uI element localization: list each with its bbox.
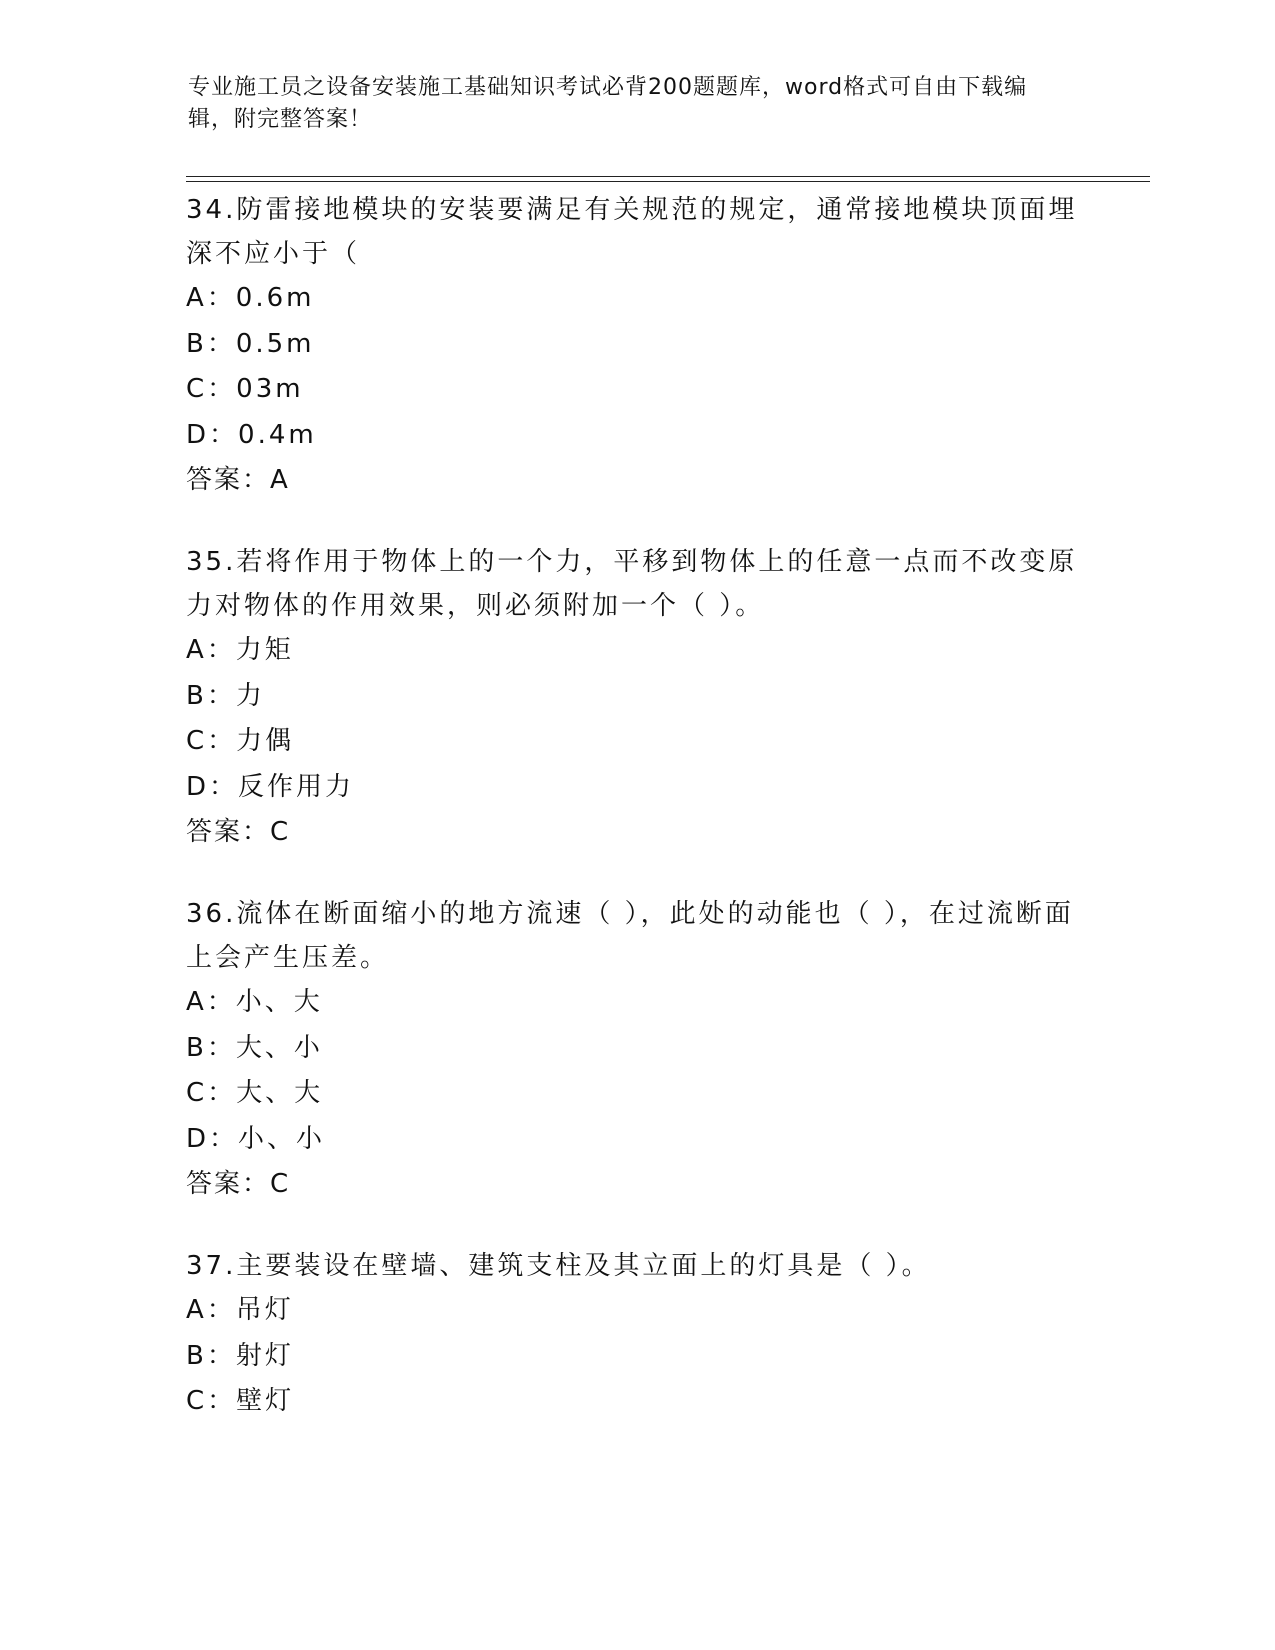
document-header: 专业施工员之设备安装施工基础知识考试必背200题题库，word格式可自由下载编辑，附完整答案！ [188,75,1028,132]
question-34 [186,188,1086,502]
answer-line [186,1162,1086,1206]
option-b: B：力 [186,680,265,711]
option-d: D：小、小 [186,1123,326,1154]
answer-value: A [270,465,289,495]
question-text: 35.若将作用于物体上的一个力，平移到物体上的任意一点而不改变原力对物体的作用效果，则必须附加一个（ ）。 [186,547,1078,621]
answer-value: C [270,817,290,847]
answer-label: 答案： [186,817,271,847]
option-a: A：力矩 [186,635,294,665]
question-text: 34.防雷接地模块的安装要满足有关规范的规定，通常接地模块顶面埋深不应小于（ [186,195,1078,269]
option-c: C：大、大 [186,1078,324,1108]
option-c: C：03m [186,374,304,404]
question-text: 36.流体在断面缩小的地方流速（ ），此处的动能也（ ），在过流断面上会产生压差。 [186,899,1074,973]
option-b: B：大、小 [186,1032,323,1063]
header-divider-bottom [186,181,1150,182]
answer-value: C [270,1169,290,1199]
option-c: C：壁灯 [186,1386,295,1416]
option-a: A：吊灯 [186,1295,294,1325]
option-a: A：小、大 [186,987,323,1017]
question-35 [186,540,1086,854]
question-list [186,188,1086,1463]
option-b: B：0.5m [186,328,315,359]
answer-line [186,810,1086,854]
option-b: B：射灯 [186,1340,294,1371]
option-c: C：力偶 [186,726,295,756]
option-d: D：0.4m [186,419,317,450]
answer-label: 答案： [186,1169,271,1199]
option-d: D：反作用力 [186,771,355,802]
header-divider-top [186,176,1150,177]
question-37 [186,1244,1086,1425]
answer-line [186,458,1086,502]
option-a: A：0.6m [186,283,315,313]
question-text: 37.主要装设在壁墙、建筑支柱及其立面上的灯具是（ ）。 [186,1251,931,1281]
answer-label: 答案： [186,465,271,495]
question-36 [186,892,1086,1206]
